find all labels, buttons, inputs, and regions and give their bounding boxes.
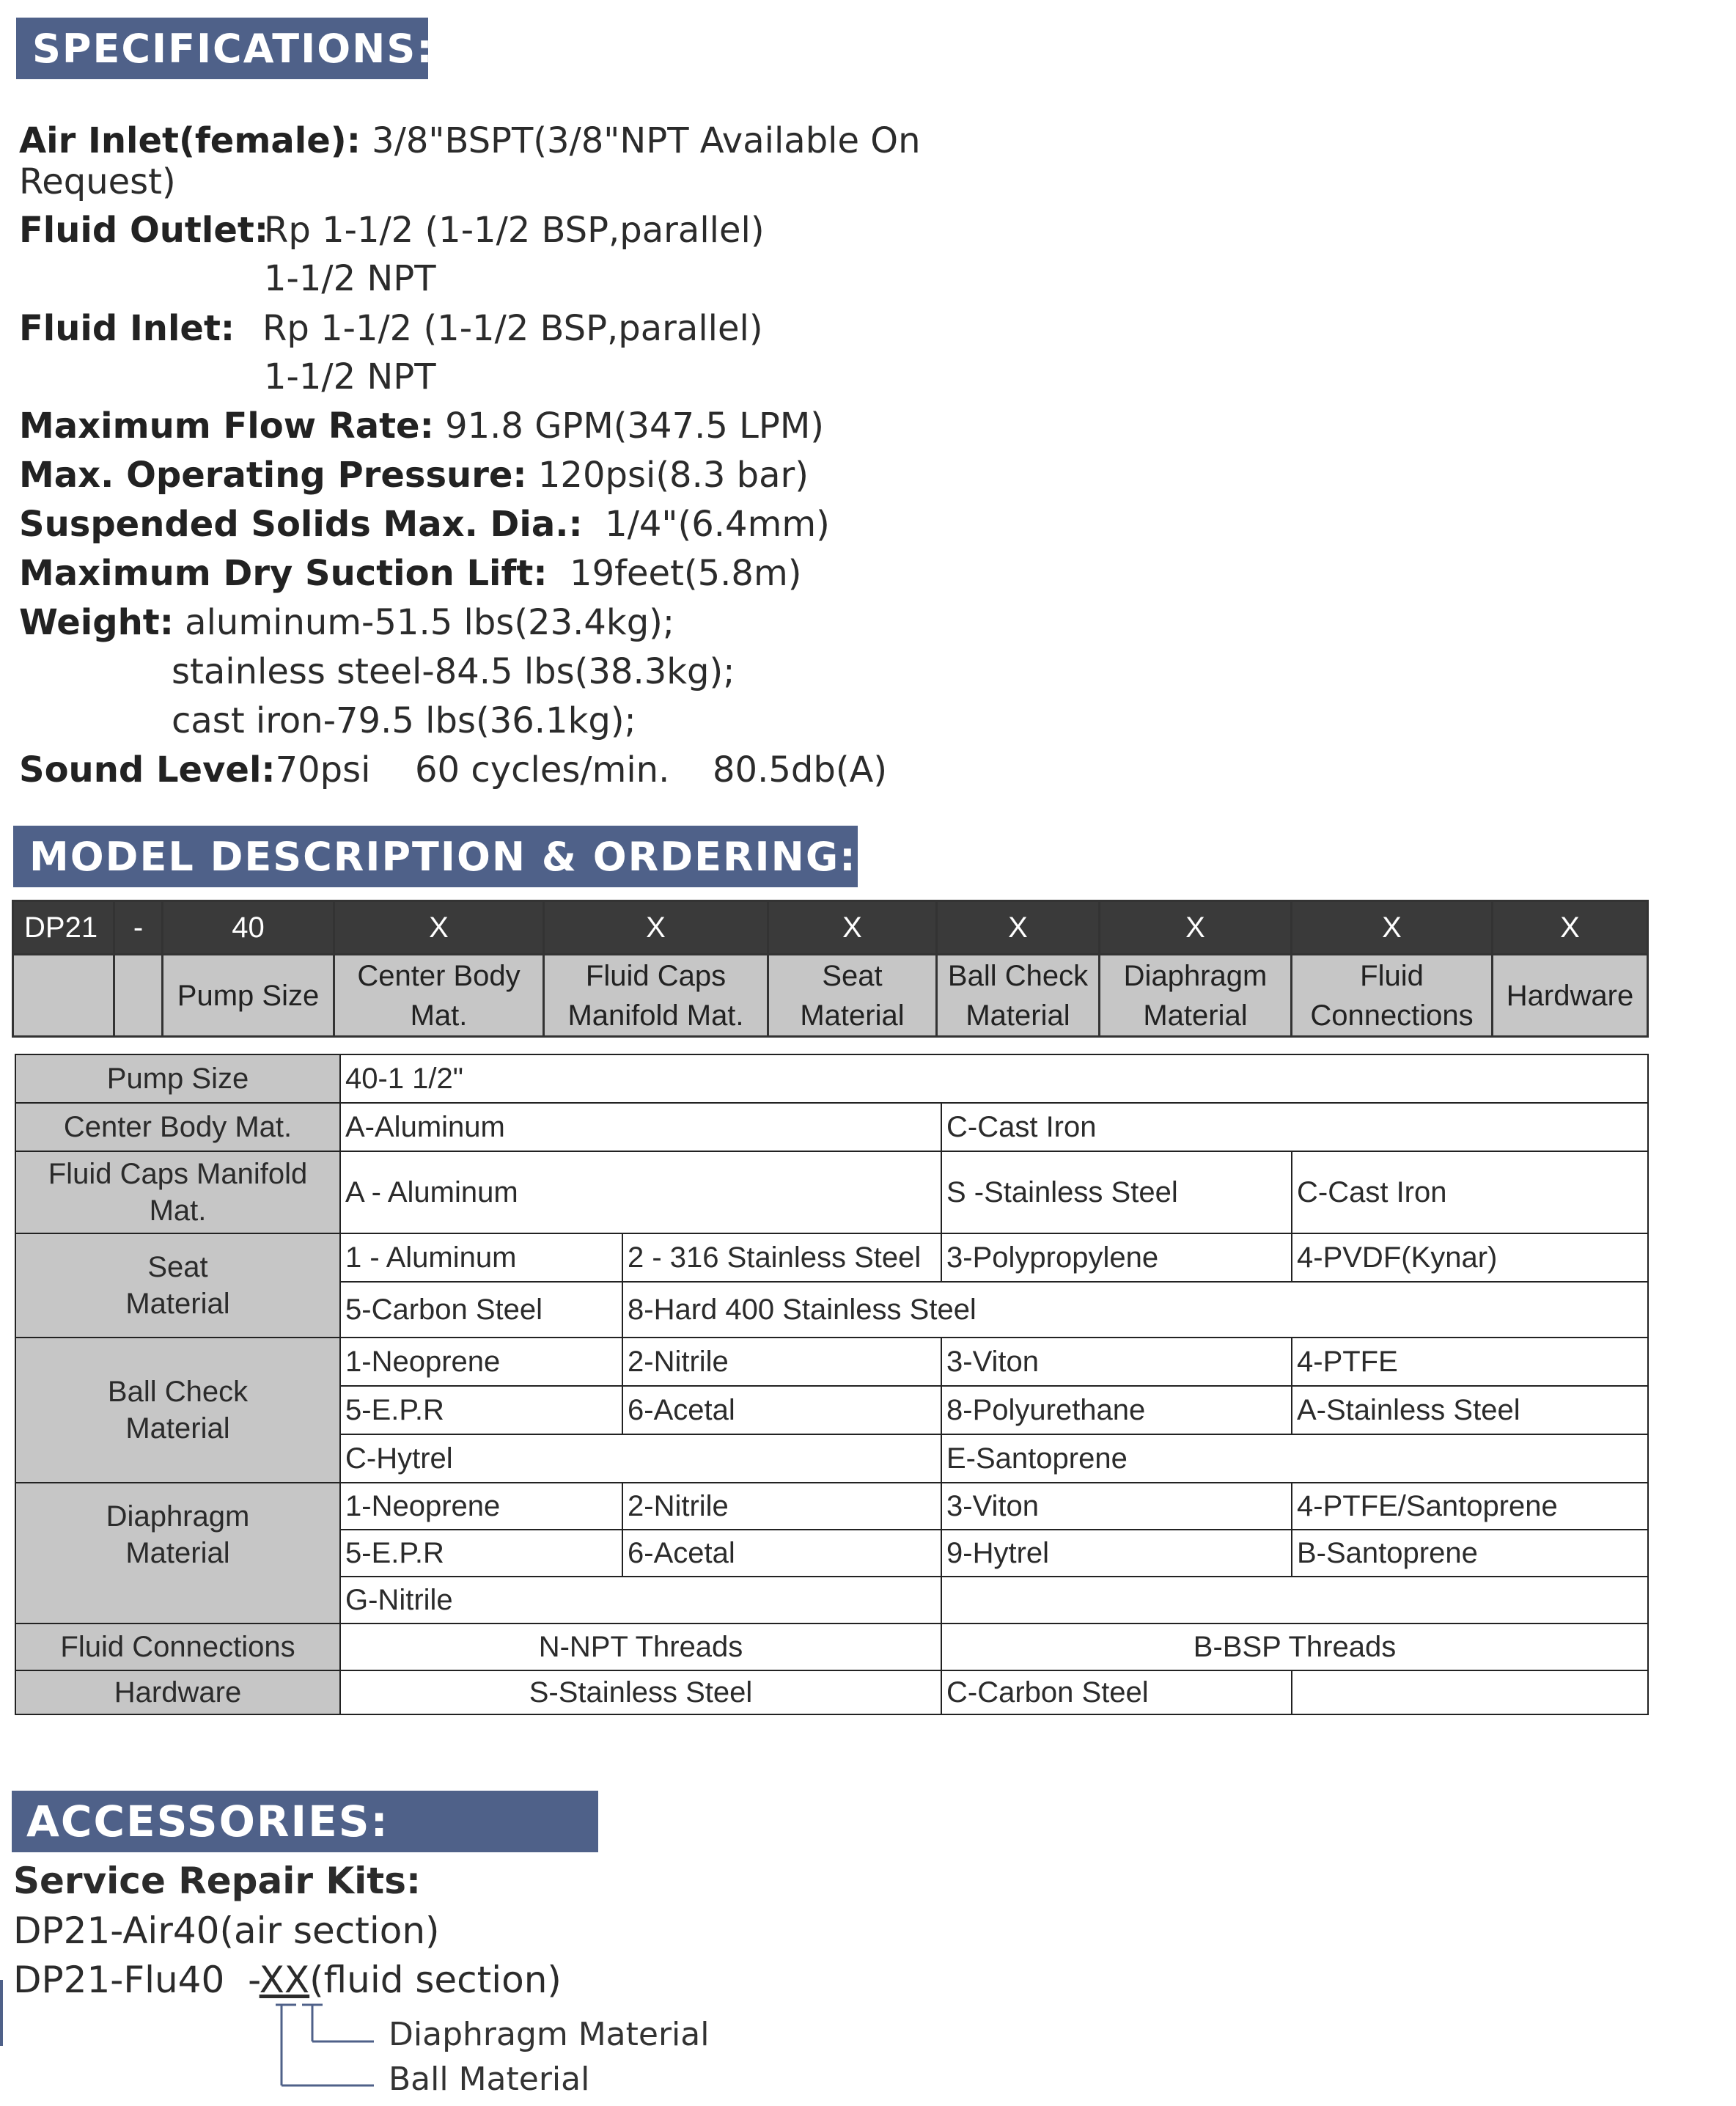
opt-diaphragm-9: 9-Hytrel xyxy=(941,1530,1292,1577)
opt-seat-1: 1 - Aluminum xyxy=(340,1233,622,1282)
spec-fluid-outlet-value2: 1-1/2 NPT xyxy=(264,258,436,299)
model-banner xyxy=(13,826,858,887)
opt-ball-c: C-Hytrel xyxy=(340,1434,941,1483)
model-code-table xyxy=(12,900,1649,1038)
code-hardware: X xyxy=(1493,901,1648,955)
spec-sound-db: 80.5db(A) xyxy=(713,749,888,790)
spec-weight: Weight: aluminum-51.5 lbs(23.4kg); xyxy=(19,602,675,643)
spec-fluid-inlet: Fluid Inlet: xyxy=(19,308,235,349)
row-fluid-connections xyxy=(15,1623,1648,1670)
model-title: MODEL DESCRIPTION & ORDERING: xyxy=(29,833,857,880)
accessories-banner xyxy=(12,1791,598,1852)
opt-fluid-bsp: B-BSP Threads xyxy=(941,1623,1648,1670)
spec-weight-stainless: stainless steel-84.5 lbs(38.3kg); xyxy=(172,651,735,692)
bracket-lines xyxy=(0,1980,381,2106)
row-pump-size xyxy=(15,1054,1648,1103)
opt-seat-5: 5-Carbon Steel xyxy=(340,1282,622,1338)
air-kit: DP21-Air40(air section) xyxy=(13,1909,440,1952)
opt-diaphragm-5: 5-E.P.R xyxy=(340,1530,622,1577)
opt-fluid-npt: N-NPT Threads xyxy=(340,1623,941,1670)
header-blank-2 xyxy=(114,955,163,1037)
label-seat: Seat Material xyxy=(15,1233,340,1338)
code-series: DP21 xyxy=(13,901,114,955)
code-fluid-connections: X xyxy=(1292,901,1493,955)
fluid-kit-suffix: (fluid section) xyxy=(309,1959,562,2001)
opt-hardware-c: C-Carbon Steel xyxy=(941,1670,1292,1714)
row-fluid-caps xyxy=(15,1151,1648,1233)
header-hardware: Hardware xyxy=(1493,955,1648,1037)
spec-fluid-outlet-value: Rp 1-1/2 (1-1/2 BSP,parallel) xyxy=(264,210,765,251)
opt-seat-4: 4-PVDF(Kynar) xyxy=(1292,1233,1648,1282)
opt-diaphragm-3: 3-Viton xyxy=(941,1483,1292,1530)
opt-diaphragm-1: 1-Neoprene xyxy=(340,1483,622,1530)
spec-max-pressure: Max. Operating Pressure: 120psi(8.3 bar) xyxy=(19,455,809,496)
code-seat: X xyxy=(768,901,937,955)
opt-diaphragm-empty xyxy=(941,1577,1648,1623)
label-diaphragm: Diaphragm Material xyxy=(15,1483,340,1623)
opt-seat-3: 3-Polypropylene xyxy=(941,1233,1292,1282)
service-kits-label: Service Repair Kits: xyxy=(13,1860,421,1902)
spec-air-inlet: Air Inlet(female): 3/8"BSPT(3/8"NPT Available On xyxy=(19,120,921,161)
opt-diaphragm-6: 6-Acetal xyxy=(622,1530,941,1577)
header-seat: Seat Material xyxy=(768,955,937,1037)
opt-ball-4: 4-PTFE xyxy=(1292,1338,1648,1386)
opt-pump-size: 40-1 1/2" xyxy=(340,1054,1648,1103)
code-fluid-caps: X xyxy=(544,901,768,955)
label-pump-size: Pump Size xyxy=(15,1054,340,1103)
opt-hardware-empty xyxy=(1292,1670,1648,1714)
label-center-body: Center Body Mat. xyxy=(15,1103,340,1151)
spec-sound-cycles: 60 cycles/min. xyxy=(415,749,670,790)
row-hardware xyxy=(15,1670,1648,1714)
row-diaphragm-1 xyxy=(15,1483,1648,1530)
opt-diaphragm-2: 2-Nitrile xyxy=(622,1483,941,1530)
header-ball-check: Ball Check Material xyxy=(937,955,1100,1037)
opt-ball-2: 2-Nitrile xyxy=(622,1338,941,1386)
code-center-body: X xyxy=(334,901,544,955)
spec-fluid-inlet-value2: 1-1/2 NPT xyxy=(264,356,436,397)
opt-fluid-caps-a: A - Aluminum xyxy=(340,1151,941,1233)
label-fluid-caps: Fluid Caps Manifold Mat. xyxy=(15,1151,340,1233)
note-diaphragm-material: Diaphragm Material xyxy=(389,2016,710,2053)
opt-hardware-s: S-Stainless Steel xyxy=(340,1670,941,1714)
header-pump-size: Pump Size xyxy=(163,955,334,1037)
code-pump-size: 40 xyxy=(163,901,334,955)
opt-seat-8: 8-Hard 400 Stainless Steel xyxy=(622,1282,1648,1338)
opt-diaphragm-4: 4-PTFE/Santoprene xyxy=(1292,1483,1648,1530)
opt-ball-a: A-Stainless Steel xyxy=(1292,1386,1648,1434)
opt-ball-8: 8-Polyurethane xyxy=(941,1386,1292,1434)
code-ball-check: X xyxy=(937,901,1100,955)
spec-fluid-outlet: Fluid Outlet: xyxy=(19,210,269,251)
code-dash: - xyxy=(114,901,163,955)
opt-center-body-a: A-Aluminum xyxy=(340,1103,941,1151)
accessories-title: ACCESSORIES: xyxy=(26,1797,389,1846)
opt-ball-6: 6-Acetal xyxy=(622,1386,941,1434)
header-fluid-connections: Fluid Connections xyxy=(1292,955,1493,1037)
opt-fluid-caps-s: S -Stainless Steel xyxy=(941,1151,1292,1233)
opt-ball-5: 5-E.P.R xyxy=(340,1386,622,1434)
label-ball-check: Ball Check Material xyxy=(15,1338,340,1483)
model-code-row xyxy=(13,901,1648,955)
spec-air-inlet-cont: Request) xyxy=(19,161,176,202)
row-ball-1 xyxy=(15,1338,1648,1386)
header-diaphragm: Diaphragm Material xyxy=(1100,955,1292,1037)
header-blank-1 xyxy=(13,955,114,1037)
opt-diaphragm-g: G-Nitrile xyxy=(340,1577,941,1623)
spec-solids: Suspended Solids Max. Dia.: 1/4"(6.4mm) xyxy=(19,504,830,545)
row-center-body xyxy=(15,1103,1648,1151)
note-ball-material: Ball Material xyxy=(389,2061,590,2098)
specifications-banner xyxy=(16,18,434,79)
opt-diaphragm-b: B-Santoprene xyxy=(1292,1530,1648,1577)
opt-seat-2: 2 - 316 Stainless Steel xyxy=(622,1233,941,1282)
fluid-kit-prefix: DP21-Flu40 - xyxy=(13,1959,260,2001)
spec-suction-lift: Maximum Dry Suction Lift: 19feet(5.8m) xyxy=(19,553,802,594)
label-fluid-connections: Fluid Connections xyxy=(15,1623,340,1670)
opt-center-body-c: C-Cast Iron xyxy=(941,1103,1648,1151)
header-center-body: Center Body Mat. xyxy=(334,955,544,1037)
model-header-row xyxy=(13,955,1648,1037)
specifications-title: SPECIFICATIONS: xyxy=(32,25,434,72)
header-fluid-caps: Fluid Caps Manifold Mat. xyxy=(544,955,768,1037)
fluid-kit-xx: XX xyxy=(259,1959,310,2001)
opt-ball-e: E-Santoprene xyxy=(941,1434,1648,1483)
row-seat-1 xyxy=(15,1233,1648,1282)
label-hardware: Hardware xyxy=(15,1670,340,1714)
opt-ball-3: 3-Viton xyxy=(941,1338,1292,1386)
spec-max-flow: Maximum Flow Rate: 91.8 GPM(347.5 LPM) xyxy=(19,406,824,447)
ordering-table xyxy=(15,1054,1649,1715)
opt-ball-1: 1-Neoprene xyxy=(340,1338,622,1386)
opt-fluid-caps-c: C-Cast Iron xyxy=(1292,1151,1648,1233)
spec-fluid-inlet-value: Rp 1-1/2 (1-1/2 BSP,parallel) xyxy=(262,308,763,349)
spec-weight-castiron: cast iron-79.5 lbs(36.1kg); xyxy=(172,700,636,741)
spec-sound: Sound Level:70psi xyxy=(19,749,371,790)
code-diaphragm: X xyxy=(1100,901,1292,955)
